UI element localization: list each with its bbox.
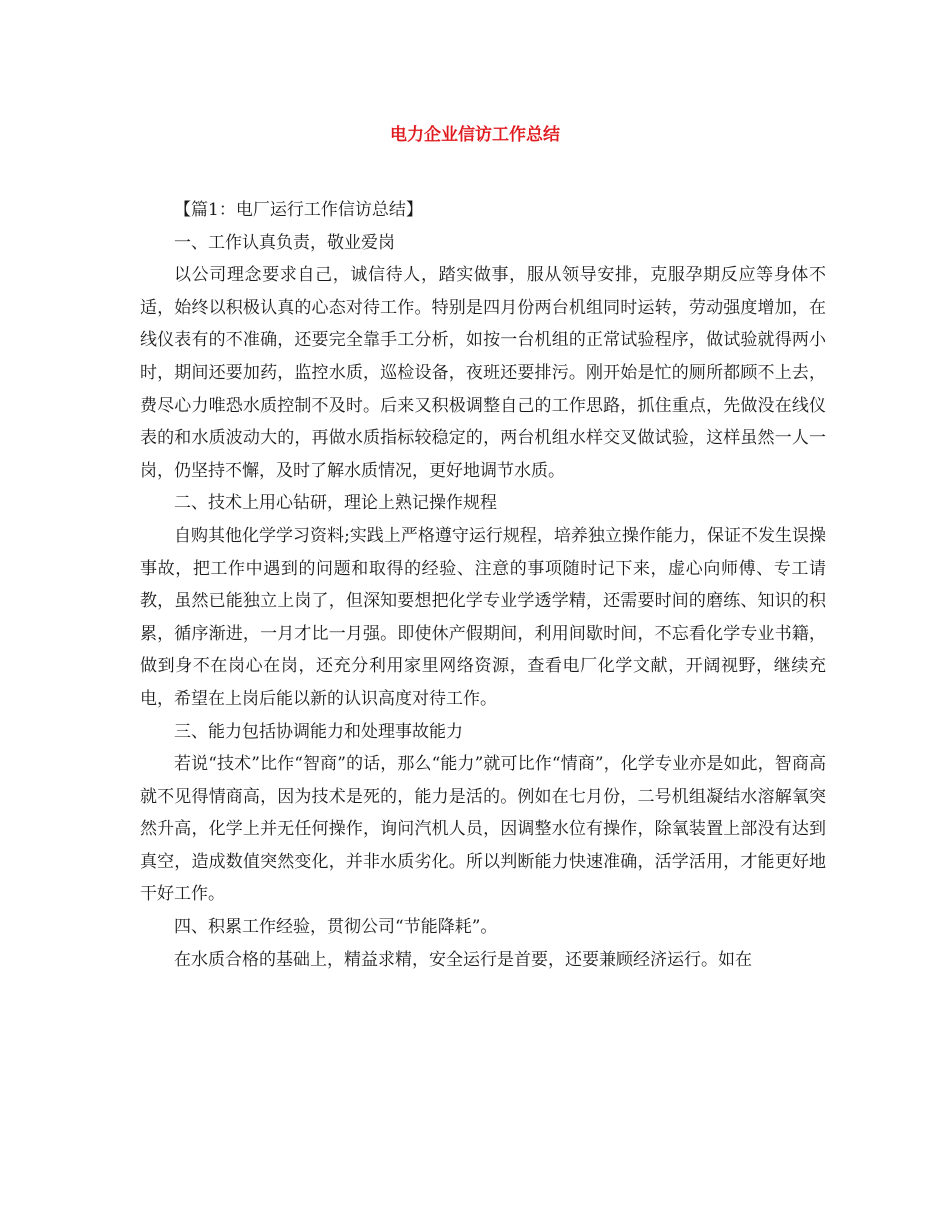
document-title: 电力企业信访工作总结 [390, 125, 560, 145]
section-heading-2: 二、技术上用心钻研，理论上熟记操作规程 [174, 493, 497, 514]
document-body [140, 194, 826, 976]
paragraph-4: 在水质合格的基础上，精益求精，安全运行是首要，还要兼顾经济运行。如在 [174, 949, 752, 970]
section-heading-3: 三、能力包括协调能力和处理事故能力 [174, 721, 463, 742]
paragraph-3: 若说“技术”比作“智商”的话，那么“能力”就可比作“情商”，化学专业亦是如此，智商高就不见得情商高，因为技术是死的，能力是活的。例如在七月份，二号机组凝结水溶解氧突然升高，化学上并无任何操作，询问汽机人员，因调整水位有操作，除氧装置上部没有达到真空，造成数值突然变化，并非水质劣化。所以判断能力快速准确，活学活用，才能更好地干好工作。 [140, 754, 826, 905]
paragraph-2: 自购其他化学学习资料;实践上严格遵守运行规程，培养独立操作能力，保证不发生误操事故，把工作中遇到的问题和取得的经验、注意的事项随时记下来，虚心向师傅、专工请教，虽然已能独立上岗了，但深知要想把化学专业学透学精，还需要时间的磨练、知识的积累，循序渐进，一月才比一月强。即使休产假期间，利用间歇时间，不忘看化学专业书籍，做到身不在岗心在岗，还充分利用家里网络资源，查看电厂化学文献，开阔视野，继续充电，希望在上岗后能以新的认识高度对待工作。 [140, 525, 826, 709]
section-heading-4: 四、积累工作经验，贯彻公司“节能降耗”。 [174, 917, 498, 938]
section-heading-1: 一、工作认真负责，敬业爱岗 [174, 232, 395, 253]
section-header: 【篇1：电厂运行工作信访总结】 [174, 200, 423, 220]
paragraph-1: 以公司理念要求自己，诚信待人，踏实做事，服从领导安排，克服孕期反应等身体不适，始终以积极认真的心态对待工作。特别是四月份两台机组同时运转，劳动强度增加，在线仪表有的不准确，还要完全靠手工分析，如按一台机组的正常试验程序，做试验就得两小时，期间还要加药，监控水质，巡检设备，夜班还要排污。刚开始是忙的厕所都顾不上去，费尽心力唯恐水质控制不及时。后来又积极调整自己的工作思路，抓住重点，先做没在线仪表的和水质波动大的，再做水质指标较稳定的，两台机组水样交叉做试验，这样虽然一人一岗，仍坚持不懈，及时了解水质情况，更好地调节水质。 [140, 265, 826, 481]
